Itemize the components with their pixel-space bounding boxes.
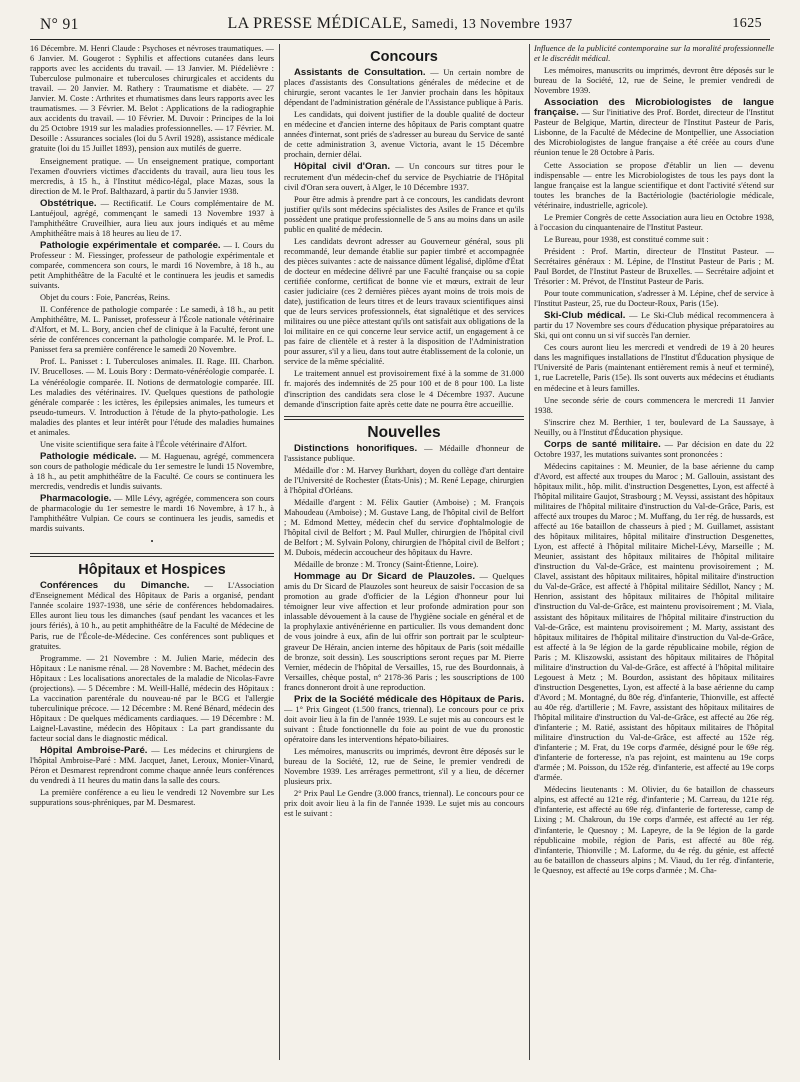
column-divider xyxy=(529,44,530,1060)
article-assistants xyxy=(284,68,524,108)
paragraph: Pour toute communication, s'adresser à M. Lépine, chef de service à l'Institut Pasteur, 25, rue du Docteur-Roux, Paris (15e). xyxy=(534,289,774,309)
section-title-nouvelles: Nouvelles xyxy=(367,423,441,441)
paragraph: Médaille d'argent : M. Félix Gautier (Amboise) ; M. François Mahoudeau (Amboise) ; M. Gustave Lang, de l'hôpital civil de Belfort ; M. Edmond Mettey, médecin chef du service d'ophtalmologie de l'hôpital civil de Belfort ; M. Paul Muller, chirurgien de l'hôpital civil de Belfort ; M. Sylvain Polony, chirurgien de l'hôpital civil de Belfort ; M. Dubois, médecin accoucheur des hôpitaux du Havre. xyxy=(284,497,524,558)
article-microbiologistes xyxy=(534,98,774,158)
paragraph: Le Premier Congrès de cette Association aura lieu en Octobre 1938, à l'occasion du cinquantenaire de l'Institut Pasteur. xyxy=(534,212,774,232)
column-middle xyxy=(284,44,524,1068)
article-hommage xyxy=(284,572,524,693)
paragraph: Influence de la publicité contemporaine sur la moralité professionnelle et le discrédit médical. xyxy=(534,44,774,64)
paragraph: Médecins capitaines : M. Meunier, de la base aérienne du camp d'Avord, est affecté aux troupes du Maroc ; M. Gallouin, assistant des hôpitaux milit., hôp. milit. d'instruction Desgenettes, Lyon, est affecté à l'hôpital militaire Gaujot, Strasbourg ; M. Veyssi, assistant des hôpitaux militaires de l'hôpital militaire d'instruction du Val-de-Grâce, Paris, est affecté aux troupes du Maroc ; M. Muffang, du 1er rég. de hussards, est affecté au 16e bataillon de chasseurs à pied ; M. Guillamet, assistant des hôpitaux militaires, hôpital militaire d'instruction Desgenettes, Lyon, est affecté à l'hôpital militaire Michel-Lévy, Marseille ; M. Meunier, assistant des hôpitaux militaires de l'hôpital militaire d'instruction du Val-de-Grâce, est maintenu provisoirement ; M. Clavel, assistant des hôpitaux militaires, hôpital militaire d'instruction du Val-de-Grâce, est affecté à l'hôpital militaire Sédillot, Nancy ; M. Henrion, assistant des hôpitaux militaires de l'hôpital militaire d'instruction du Val-de-Grâce, est maintenu provisoirement ; M. Viala, assistant des hôpitaux militaires de l'hôpital militaire d'instruction du Val-de-Grâce, est maintenu provisoirement ; M. Marty, assistant des hôpitaux militaires de l'hôpital militaire d'instruction du Val-de-Grâce, est affecté à la 9e légion de la garde républicaine mobile, région de Paris ; M. Kliszowski, assistant des hôpitaux militaires de l'hôpital militaire d'instruction du Val-de-Grâce, est affecté à l'hôpital militaire Legouest à Metz ; M. Bourdon, assistant des hôpitaux militaires d'instruction Desgenettes, Lyon, est affecté à la base aérienne du camp d'Avord ; M. Montagné, du 80e rég. d'infanterie, Thionville, est affecté au 40e rég. d'artillerie ; M. Favre, assistant des hôpitaux militaires de l'hôpital militaire d'instruction du Val-de-Grâce, est affecté au 26e rég. d'infanterie ; M. Ratié, assistant des hôpitaux militaires de l'hôpital militaire d'instruction du Val-de-Grâce, est affecté au 152e rég. d'infanterie ; M. Frat, du 19e corps d'armée, désigné pour le 69e rég. d'infanterie de forteresse, n'a pas rejoint, est maintenu au 19e corps d'armée ; M. Poisson, du 152e rég. d'infanterie, est affecté au 19e corps d'armée. xyxy=(534,461,774,783)
article-text: — Médaille d'honneur de l'assistance publique. xyxy=(284,443,524,463)
article-text: — Les médecins et chirurgiens de l'hôpital Ambroise-Paré : MM. Jacquet, Janet, Leroux, Monier-Vinard, Péron et Desmarest reprendront comme chaque année leurs conférences du vendredi à 11 heures du matin dans la salle des cours. xyxy=(30,746,274,786)
paragraph: Une seconde série de cours commencera le mercredi 11 Janvier 1938. xyxy=(534,395,774,415)
article-pathologie-medicale xyxy=(30,452,274,492)
section-title-hopitaux: Hôpitaux et Hospices xyxy=(78,562,226,579)
paragraph: II. Conférence de pathologie comparée : Le samedi, à 18 h., au petit Amphithéâtre, M. L. Panisset, professeur à l'École nationale vétérinaire d'Alfort, et M. L. Bory, ancien chef de clinique à la Faculté, feront une série de conférences concernant la pathologie comparée. M. le Prof. L. Panisset fera sa première conférence le samedi 20 Novembre. xyxy=(30,305,274,355)
paragraph: La première conférence a eu lieu le vendredi 12 Novembre sur Les suppurations sous-phréniques, par M. Desmarest. xyxy=(30,788,274,808)
column-divider xyxy=(279,44,280,1060)
article-prix xyxy=(284,695,524,745)
article-conferences xyxy=(30,581,274,651)
article-heading: Obstétrique. xyxy=(40,197,97,209)
article-corps-sante xyxy=(534,440,774,460)
article-heading: Conférences du Dimanche. xyxy=(40,580,190,592)
header-rule xyxy=(30,39,770,40)
article-obstetrique xyxy=(30,199,274,239)
article-text: — Rectificatif. Le Cours complémentaire de M. Lantuéjoul, agrégé, commençant le samedi 13 Novembre 1937 à l'amphithéâtre Cruveilhier, aura lieu aux jours indiqués et au même Amphithéâtre mais à 18 heures au lieu de 17. xyxy=(30,198,274,238)
article-text: — Mlle Lévy, agrégée, commencera son cours de pharmacologie du 1er semestre le mardi 16 Novembre, à 17 h., à l'amphithéâtre Vulpian. Ce cours se continuera les jeudis, samedis et mardis suivants. xyxy=(30,494,274,534)
section-rule xyxy=(284,416,524,420)
section-title-concours: Concours xyxy=(370,49,438,65)
article-ski-club xyxy=(534,311,774,341)
separator-mark: • xyxy=(150,537,154,547)
article-text: — L'Association d'Enseignement Médical des Hôpitaux de Paris a organisé, pendant l'année scolaire 1937-1938, une série de conférences hebdomadaires. Elles auront lieu tous les dimanches (sauf pendant les vacances et les jours fériés), à 10 h., au petit amphithéâtre de la Faculté de Médecine de Paris, rue de l'École-de-Médecine. Ces conférences sont publiques et gratuites. xyxy=(30,581,274,651)
column-left xyxy=(30,44,274,1068)
page-number: 1625 xyxy=(732,16,762,31)
article-distinctions xyxy=(284,444,524,464)
paragraph: Cette Association se propose d'établir un lien — devenu indispensable — entre les Microbiologistes de tous les pays dont la langue française est la langue scientifique et dont l'activité s'étend sur toutes les branches de la Bactériologie (bactériologie médicale, vétérinaire, industrielle, agricole). xyxy=(534,160,774,210)
paragraph: Le traitement annuel est provisoirement fixé à la somme de 31.000 fr. majorés des indemnités de 25 pour 100 et de 8 pour 100. La liste d'inscription des candidats sera close le 4 Décembre 1937. Aucune demande d'inscription faite après cette date ne pourra être accueillie. xyxy=(284,369,524,409)
article-heading: Corps de santé militaire. xyxy=(544,438,661,450)
article-text: — Quelques amis du Dr Sicard de Plauzoles sont heureux de saisir l'occasion de sa promotion au grade d'officier de la Légion d'honneur pour lui témoigner leur vive affection et leur profonde admiration pour son inlassable dévouement à la cause de l'hygiène sociale en général et de la prophylaxie antivénérienne en particulier. Ils vous demandent donc de vous joindre à eux, afin de lui offrir son portrait par le sculpteur-graveur De Hérain, ancien interne des hôpitaux de Paris (soit médaille de bronze, soit dessin). Les souscriptions seront reçues par M. Pierre Vernier, médecin de l'hôpital de Versailles, 15, rue des Bourdonnais, à Versailles, chèque postal, n° 2178-36 Paris ; les souscriptions de 100 francs donneront droit à une reproduction. xyxy=(284,572,524,692)
article-heading: Assistants de Consultation. xyxy=(294,67,426,79)
column-right xyxy=(534,44,774,1068)
article-heading: Hôpital Ambroise-Paré. xyxy=(40,745,148,757)
paragraph: Une visite scientifique sera faite à l'École vétérinaire d'Alfort. xyxy=(40,439,247,449)
article-text: — Le Ski-Club médical recommencera à partir du 17 Novembre ses cours d'éducation physique préparatoires au Ski, qui ont connu un si vif succès l'an dernier. xyxy=(534,311,774,341)
paragraph: Les mémoires, manuscrits ou imprimés, devront être déposés sur le bureau de la Société, 12, rue de Seine, le premier vendredi de Novembre 1939. xyxy=(534,66,774,96)
article-heading: Hommage au Dr Sicard de Plauzoles. xyxy=(294,571,475,583)
paragraph: Président : Prof. Martin, directeur de l'Institut Pasteur. — Secrétaires généraux : M. Lépine, de l'Institut Pasteur de Paris ; M. Paul Bordet, de l'Institut Pasteur de Bruxelles. — Secrétaire adjoint et Trésorier : M. Prévot, de l'Institut Pasteur de Paris. xyxy=(534,246,774,287)
paragraph: 2° Prix Paul Le Gendre (3.000 francs, triennal). Le concours pour ce prix doit avoir lieu à la fin de l'année 1939. Le sujet mis au concours est le suivant : xyxy=(284,789,524,819)
paragraph: Médaille d'or : M. Harvey Burkhart, doyen du collège d'art dentaire de l'Université de Rochester (États-Unis) ; M. René Lepage, chirurgien à l'hôpital d'Orléans. xyxy=(284,465,524,495)
article-heading: Hôpital civil d'Oran. xyxy=(294,161,391,173)
article-heading: Pharmacologie. xyxy=(40,493,112,505)
paragraph: Enseignement pratique. — Un enseignement pratique, comportant l'examen d'ouvriers victimes d'accidents du travail, aura lieu tous les mercredis, à 15 h., à l'Institut médico-légal, place Mazas, sous la direction de M. le Prof. Balthazard, à partir du 5 Janvier 1938. xyxy=(30,156,274,196)
article-text: — Par décision en date du 22 Octobre 1937, les mutations suivantes sont prononcées : xyxy=(534,439,774,459)
page-header xyxy=(30,12,770,38)
paragraph: Objet du cours : Foie, Pancréas, Reins. xyxy=(40,293,171,303)
article-pharmacologie xyxy=(30,494,274,534)
article-text: — 1° Prix Gingeot (1.500 francs, triennal). Le concours pour ce prix doit avoir lieu à la fin de l'année 1939. Le sujet mis au concours est le suivant : Étude fonctionnelle du foie au point de vue du pronostic opératoire dans les interventions hépato-biliaires. xyxy=(284,704,524,744)
issue-number: N° 91 xyxy=(40,16,79,33)
article-text: — Un concours sur titres pour le recrutement d'un médecin-chef du service de Psychiatrie de l'Hôpital civil d'Oran sera ouvert, à Alger, le 10 Décembre 1937. xyxy=(284,162,524,192)
issue-date: Samedi, 13 Novembre 1937 xyxy=(411,16,573,31)
article-oran xyxy=(284,162,524,192)
paragraph: Ces cours auront lieu les mercredi et vendredi de 19 à 20 heures dans les magnifiques installations de l'Institut d'Éducation physique de l'Université de Paris (maintenant entièrement remis à neuf et terminé), 1, rue Lacretelle, Paris (15e). Ils sont ouverts aux médecins et étudiants en médecine et à leurs familles. xyxy=(534,343,774,393)
paragraph: Médecins lieutenants : M. Olivier, du 6e bataillon de chasseurs alpins, est affecté au 121e rég. d'infanterie ; M. Carreau, du 121e rég. d'infanterie, est affecté au 69e rég. d'infanterie de forteresse, camp de Lixing ; M. Chakroun, du 19e corps d'armée, est affecté au 1er rég. d'infanterie, le Quesnoy ; M. Lapeyre, de la 9e légion de la garde républicaine mobile, région de Paris, est affecté au 80e rég. d'infanterie, Thionville ; M. Laforme, du 4e rég. du génie, est affecté au 6e bataillon de chasseurs alpins ; M. Viaud, du 1er rég. d'infanterie, le Quesnoy, est affecté au 19e corps d'armée ; M. Cha- xyxy=(534,785,774,875)
section-rule xyxy=(30,553,274,557)
paragraph: Le Bureau, pour 1938, est constitué comme suit : xyxy=(544,234,709,244)
paragraph: Médaille de bronze : M. Troncy (Saint-Étienne, Loire). xyxy=(294,560,479,570)
paragraph: S'inscrire chez M. Berthier, 1 ter, boulevard de La Saussaye, à Neuilly, ou à l'Institut d'Éducation physique. xyxy=(534,417,774,437)
paragraph: Pour être admis à prendre part à ce concours, les candidats devront justifier qu'ils sont médecins spécialistes des Asiles de France et qu'ils possèdent une pratique professionnelle de 5 ans au moins dans un asile public en qualité de médecin. xyxy=(284,194,524,234)
article-text: — M. Haguenau, agrégé, commencera son cours de pathologie médicale du 1er semestre le lundi 15 Novembre, à 18 h., au petit amphithéâtre de la Faculté. Ce cours se continuera les mercredis, vendredis et lundis suivants. xyxy=(30,451,274,491)
paragraph: Les mémoires, manuscrits ou imprimés, devront être déposés sur le bureau de la Société, 12, rue de Seine, le premier vendredi de Novembre 1939. Les arrérages permettront, s'il y a lieu, de décerner plusieurs prix. xyxy=(284,747,524,787)
paragraph: Les candidats devront adresser au Gouverneur général, sous pli recommandé, leur demande établie sur papier timbré et accompagnée des pièces suivantes : acte de naissance dûment légalisé, diplôme d'État de docteur en médecine délivré par une Faculté française ou sa copie certifiée conforme, certificat de bonne vie et mœurs, extrait de leur casier judiciaire (ces 2 dernières pièces ayant moins de trois mois de date), justification de leurs titres et de leurs travaux scientifiques ainsi que de leurs services professionnels, état signalétique et des services militaires ou une pièce attestant qu'ils ont satisfait aux obligations de la loi militaire en ce qui concerne leur service actif, un engagement à ce pas faire de clientèle et à rester à la disposition de l'Administration pour assurer, s'il y a lieu, dans tout autre établissement de la colonie, un service de la même spécialité. xyxy=(284,236,524,367)
article-heading: Distinctions honorifiques. xyxy=(294,442,418,454)
paragraph: Les candidats, qui doivent justifier de la double qualité de docteur en médecine et d'ancien interne des hôpitaux de Paris comptant quatre années d'internat, sont priés de s'adresser au bureau du Service de santé de cette administration 3, avenue Victoria, avant le 15 Décembre prochain, dernier délai. xyxy=(284,110,524,160)
article-heading: Pathologie médicale. xyxy=(40,450,137,462)
paragraph: Prof. L. Panisset : I. Tuberculoses animales. II. Rage. III. Charbon. IV. Brucelloses. — M. Louis Bory : Dermato-vénéréologie comparée. I. La vénéréologie comparée. II. Notions de dermatologie comparée. III. Les maladies des vétérinaires. IV. Quelques questions de pathologie générale comparée : les ictères, les épilepsies animales, les tumeurs et pseudo-tumeurs. V. Introduction à l'étude de la phyto-pathologie. Les maladies des plantes et leur intérêt pour l'étude des maladies humaines et animales. xyxy=(30,357,274,437)
paragraph: Programme. — 21 Novembre : M. Julien Marie, médecin des Hôpitaux : Le nanisme rénal. — 28 Novembre : M. Bachet, médecin des Hôpitaux : Les localisations anorectales de la maladie de Nicolas-Favre (projections). — 5 Décembre : M. Weill-Hallé, médecin des Hôpitaux : La vaccination parentérale du nouveau-né par le BCG et l'allergie tuberculinique précoce. — 12 Décembre : M. René Bénard, médecin des Hôpitaux : De quelques médicaments cardiaques. — 19 Décembre : M. Laignel-Lavastine, médecin des Hôpitaux : La part grandissante du facteur social dans le diagnostic médical. xyxy=(30,653,274,743)
article-pathologie-experimentale xyxy=(30,241,274,291)
journal-name: LA PRESSE MÉDICALE, xyxy=(227,15,408,32)
article-heading: Association des Microbiologistes de langue française. xyxy=(534,97,774,119)
article-heading: Prix de la Société médicale des Hôpitaux de Paris. xyxy=(294,693,524,705)
article-ambroise-pare xyxy=(30,746,274,786)
masthead-title xyxy=(30,15,770,33)
article-text: — Sur l'initiative des Prof. Bordet, directeur de l'Institut Pasteur de Belgique, Martin, directeur de l'Institut Pasteur de Paris, Lisbonne, de la Faculté de Médecine de Montpellier, une Association des Microbiologistes de langue française a été créée au cours d'une réunion tenue le 28 Octobre à Paris. xyxy=(534,108,774,158)
article-heading: Pathologie expérimentale et comparée. xyxy=(40,239,221,251)
paragraph: 16 Décembre. M. Henri Claude : Psychoses et névroses traumatiques. — 6 Janvier. M. Gougerot : Syphilis et affections cutanées dans leurs rapports avec les accidents du travail. — 13 Janvier. M. Piédelièvre : Tuberculose pulmonaire et tuberculoses chirurgicales et accidents du travail. — 20 Janvier. M. Rathery : Traumatisme et diabète. — 27 Janvier. M. Coste : Arthrites et rhumatismes dans leurs rapports avec les traumatismes. — 3 Février. M. Belot : Applications de la radiographie aux accidents du travail. — 10 Février. M. Duvoir : Principes de la loi du 25 Octobre 1919 sur les maladies professionnelles. — 17 Février. M. Desoille : Assurances sociales (loi du 5 Avril 1928), assistance médicale gratuite (loi du 15 Juillet 1893), pension aux mutilés de guerre. xyxy=(30,44,274,154)
article-heading: Ski-Club médical. xyxy=(544,310,626,322)
article-text: — Un certain nombre de places d'assistants des Consultations générales de médecine et de chirurgie, seront vacantes le 1er Janvier prochain dans les hôpitaux dépendant de l'administration générale de l'Assistance publique à Paris. xyxy=(284,68,524,108)
article-text: — I. Cours du Professeur : M. Fiessinger, professeur de pathologie expérimentale et comparée, commencera son cours, le mardi 16 Novembre, à 18 h., au petit Amphithéâtre de la Faculté et le continuera les jeudis et samedis suivants. xyxy=(30,240,274,291)
